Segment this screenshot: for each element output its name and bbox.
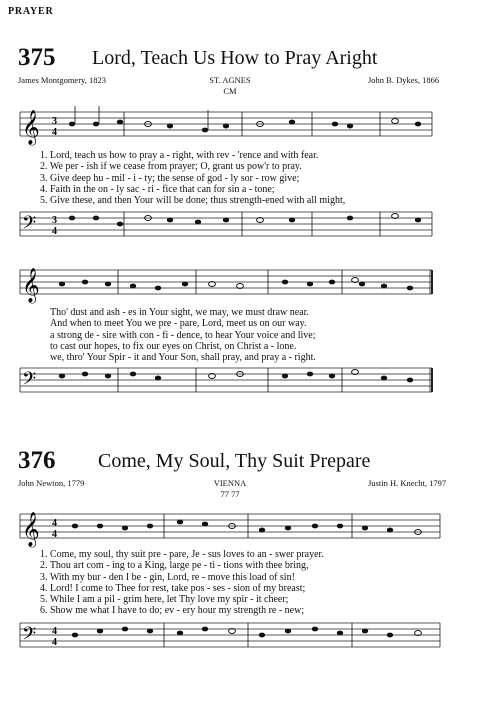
svg-text:3: 3 — [52, 215, 57, 226]
lyric-line: we, thro' Your Spir - it and Your Son, shall pray, and pray a - right. — [50, 352, 316, 364]
bass-staff — [0, 617, 480, 661]
lyric-line: 2. We per - ish if we cease from prayer; O, grant us pow'r to pray. — [40, 161, 302, 173]
lyric-line: 5. While I am a pil - grim here, let Thy love my spir - it cheer; — [40, 594, 289, 606]
svg-text:4: 4 — [52, 529, 57, 540]
svg-text:3: 3 — [52, 116, 57, 127]
svg-text:4: 4 — [52, 127, 57, 138]
verse-block — [40, 150, 345, 206]
verse-block — [40, 549, 324, 617]
verse-block — [50, 307, 316, 363]
hymn-composer: John B. Dykes, 1866 — [368, 75, 440, 85]
hymn-author: John Newton, 1779 — [18, 478, 85, 488]
bass-clef-icon: 𝄢 — [22, 623, 37, 648]
treble-staff — [0, 506, 480, 552]
treble-clef-icon: 𝄞 — [22, 513, 40, 546]
svg-text:4: 4 — [52, 226, 57, 237]
treble-clef-icon: 𝄞 — [22, 111, 40, 144]
lyric-line: And when to meet You we pre - pare, Lord, meet us on our way. — [50, 318, 307, 330]
treble-staff — [0, 104, 480, 152]
bass-staff — [0, 362, 480, 406]
treble-clef-icon: 𝄞 — [22, 269, 40, 302]
lyric-line: 3. With my bur - den I be - gin, Lord, re - move this load of sin! — [40, 571, 295, 583]
lyric-line: 2. Thou art com - ing to a King, large pe - ti - tions with thee bring, — [40, 560, 309, 572]
hymn-composer: Justin H. Knecht, 1797 — [368, 478, 447, 488]
svg-text:4: 4 — [52, 637, 57, 648]
hymn-tune: VIENNA — [213, 478, 247, 488]
hymn-tune: ST. AGNES — [209, 75, 251, 85]
bass-clef-icon: 𝄢 — [22, 212, 37, 237]
hymn-author: James Montgomery, 1823 — [18, 75, 106, 85]
lyric-line: 1. Lord, teach us how to pray a - right, with rev - 'rence and with fear. — [40, 150, 319, 161]
hymn-meter: CM — [223, 86, 237, 96]
lyric-line: 6. Show me what I have to do; ev - ery hour my strength re - new; — [40, 605, 305, 617]
bass-clef-icon: 𝄢 — [22, 368, 37, 393]
hymn-meter: 77 77 — [220, 489, 240, 499]
lyric-line: Tho' dust and ash - es in Your sight, we may, we must draw near. — [50, 307, 309, 318]
svg-text:4: 4 — [52, 518, 57, 529]
bass-staff — [0, 206, 480, 250]
lyric-line: 3. Give deep hu - mil - i - ty; the sense of god - ly sor - row give; — [40, 172, 300, 184]
svg-text:4: 4 — [52, 626, 57, 637]
section-label: PRAYER — [8, 6, 54, 17]
hymn-title: Come, My Soul, Thy Suit Prepare — [98, 450, 371, 472]
lyric-line: a strong de - sire with con - fi - dence, to hear Your voice and live; — [50, 329, 316, 341]
lyric-line: to cast our hopes, to fix our eyes on Christ, on Christ a - lone. — [50, 340, 297, 352]
lyric-line: 4. Lord! I come to Thee for rest, take pos - ses - sion of my breast; — [40, 582, 306, 594]
treble-staff — [0, 262, 480, 308]
hymn-number: 376 — [18, 447, 56, 474]
hymn-number: 375 — [18, 44, 56, 71]
lyric-line: 1. Come, my soul, thy suit pre - pare, Je - sus loves to an - swer prayer. — [40, 549, 324, 560]
lyric-line: 5. Give these, and then Your will be done; thus strength-ened with all might, — [40, 195, 346, 207]
hymn-title: Lord, Teach Us How to Pray Aright — [92, 47, 378, 69]
lyric-line: 4. Faith in the on - ly sac - ri - fice that can for sin a - tone; — [40, 183, 275, 195]
